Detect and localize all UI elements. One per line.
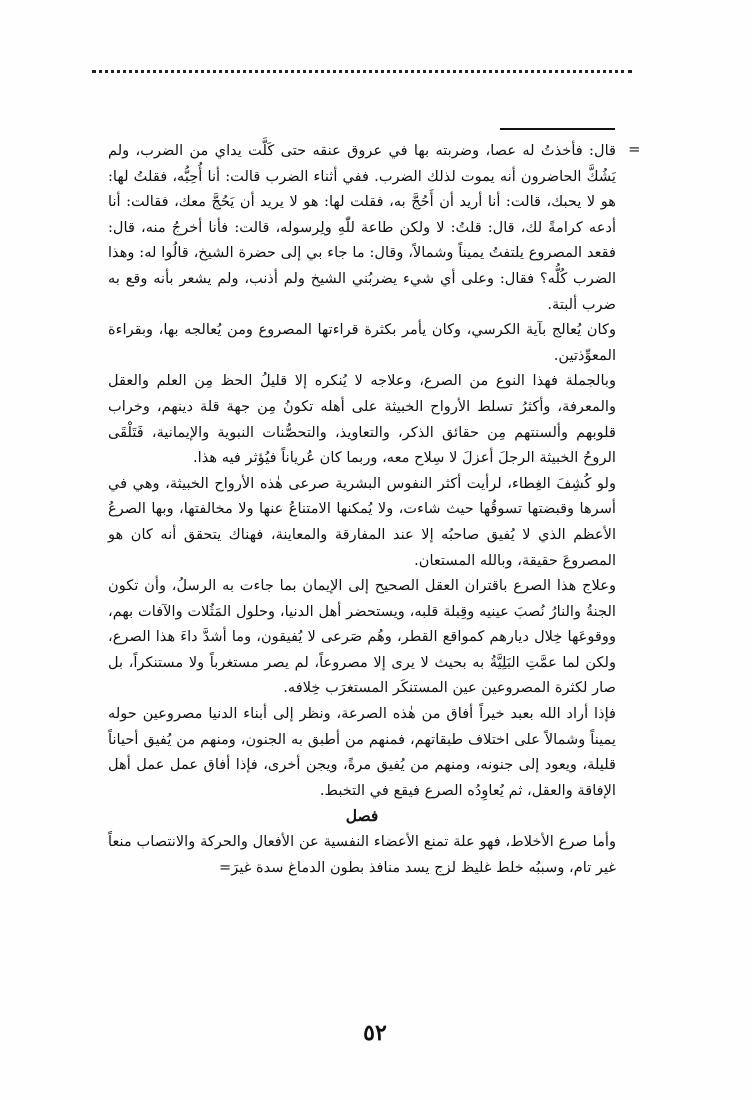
paragraph: قال: فأخذتُ له عصا، وضربته بها في عروق عنقه حتى كَلَّت يداي من الضرب، ولم يَشُكَّ الحاضرون أنه يموت لذلك الضرب. ففي أثناء الضرب قالت: أنا أُحِبُّه، فقلتُ لها: هو لا يحبك، قالت: أنا أريد أن أَحُجَّ به، فقلت لها: هو لا يريد أن يَحُجَّ معك، فقالت: أنا أدعه كرامةً لك، قال: قلتُ: لا ولكن طاعة للّٰهِ ولِرسوله، قالت: فأنا أخرجُ منه، قال: فقعد المصروع يلتفتُ يميناً وشمالاً، وقال: ما جاء بي إلى حضرة الشيخ، قالُوا له: وهذا الضرب كُلُّه؟ فقال: وعلى أي شيء يضربُني الشيخ ولم أذنب، ولم يشعر بأنه وقع به ضرب ألبتة.	[108, 142, 616, 313]
section-heading: فصل	[345, 806, 379, 826]
paragraph: وعلاج هذا الصرع باقتران العقل الصحيح إلى الإيمان بما جاءت به الرسلُ، وأن تكون الجنةُ والنارُ نُصبَ عينيه وقِبلة قلبه، ويستحضر أهل الدنيا، وحلول المَثُلات والآفات بهم، ووقوعَها خِلال ديارهم كمواقع القطر، وهُم صَرعى لا يُفيقون، وما أشدَّ داءَ هذا الصرع، ولكن لما عمَّتِ البَلِيَّةُ به بحيث لا يرى إلا مصروعاً، لم يصر مستغرباً ولا مستنكراً، بل صار لكثرة المصروعين عين المستنكَر المستغرَب خِلافه.	[108, 577, 616, 697]
paragraph: ولو كُشِفَ الغِطاء، لرأيت أكثر النفوس البشرية صرعى هٰذه الأرواح الخبيثة، وهي في أسرها وقبضتها تسوقُها حيث شاءت، ولا يُمكنها الامتناعُ عنها ولا مخالفتها، وبها الصرعُ الأعظم الذي لا يُفيق صاحبُه إلا عند المفارقة والمعاينة، فهناك يتحقق أنه كان هو المصروعَ حقيقة، وبالله المستعان.	[108, 474, 616, 569]
paragraph: وأما صرع الأخلاط، فهو علة تمنع الأعضاء النفسية عن الأفعال والحركة والانتصاب منعاً غير تام، وسببُه خلط غليظ لزج يسد منافذ بطون الدماغ سدة غيرَ=	[108, 833, 616, 876]
page-number: ٥٢	[363, 1020, 387, 1046]
paragraph: وبالجملة فهذا النوع من الصرع، وعلاجه لا يُنكره إلا قليلُ الحظ مِن العلم والعقل والمعرفة، وأكثرُ تسلط الأرواح الخبيثة على أهله تكونُ مِن جهة قلة دينهم، وخراب قلوبهم وألسنتهم مِن حقائق الذكر، والتعاويذ، والتحصُّنات النبوية والإيمانية، فَتَلْقَى الروحُ الخبيثة الرجلَ أعزلَ لا سِلاح معه، وربما كان عُرياناً فيُؤثر فيه هذا.	[108, 372, 616, 467]
paragraph: فإذا أراد الله بعبد خيراً أفاق من هٰذه الصرعة، ونظر إلى أبناء الدنيا مصروعين حوله يميناً وشمالاً على اختلاف طبقاتهم، فمنهم من أطبق به الجنون، ومنهم من يُفيق أحياناً قليلة، ويعود إلى جنونه، ومنهم من يُفيق مرةً، ويجن أخرى، فإذا أفاق عمل عمل أهل الإفاقة والعقل، ثم يُعاوِدُه الصرع فيقع في التخبط.	[108, 705, 616, 799]
dotted-separator	[92, 70, 632, 73]
continuation-marker: =	[628, 140, 641, 158]
body-text	[108, 138, 616, 880]
paragraph: وكان يُعالج بآية الكرسي، وكان يأمر بكثرة قراءتها المصروع ومن يُعالجه بها، وبقراءة المعوِّذتين.	[108, 321, 616, 364]
footnote-rule	[500, 128, 615, 130]
